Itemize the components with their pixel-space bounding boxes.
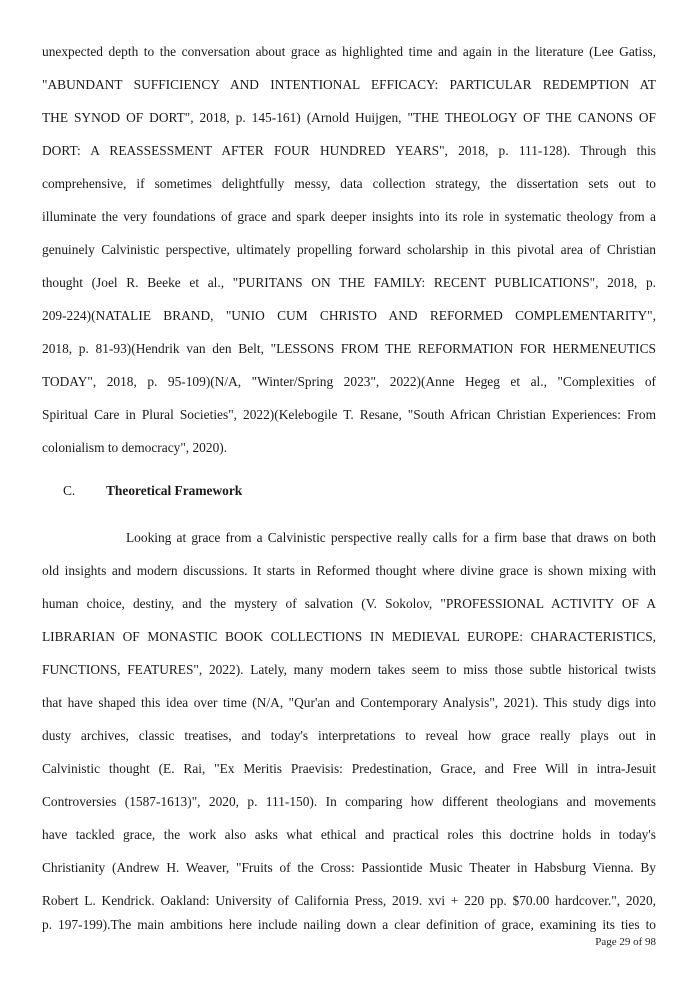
text-line: p. 197-199).The main ambitions here include nailing down a clear definition of grace, examining its ties to: [42, 917, 656, 932]
text-line: illuminate the very foundations of grace and spark deeper insights into its role in systematic theology from a: [42, 209, 656, 224]
text-line: that have shaped this idea over time (N/A, "Qur'an and Contemporary Analysis", 2021). This study digs into: [42, 695, 656, 710]
text-line: colonialism to democracy", 2020).: [42, 440, 228, 455]
text-line: have tackled grace, the work also asks what ethical and practical roles this doctrine holds in today's: [42, 827, 656, 842]
text-line: old insights and modern discussions. It starts in Reformed thought where divine grace is shown mixing with: [42, 563, 656, 578]
text-line: dusty archives, classic treatises, and today's interpretations to reveal how grace really plays out in: [42, 728, 656, 743]
text-line: Robert L. Kendrick. Oakland: University of California Press, 2019. xvi + 220 pp. $70.00 hardcover.", 2020,: [42, 893, 656, 908]
text-line: comprehensive, if sometimes delightfully messy, data collection strategy, the dissertation sets out to: [42, 176, 656, 191]
text-line: TODAY", 2018, p. 95-109)(N/A, "Winter/Spring 2023", 2022)(Anne Hegeg et al., "Complexities of: [42, 374, 656, 389]
text-line: LIBRARIAN OF MONASTIC BOOK COLLECTIONS IN MEDIEVAL EUROPE: CHARACTERISTICS,: [42, 629, 656, 644]
text-line: THE SYNOD OF DORT", 2018, p. 145-161) (Arnold Huijgen, "THE THEOLOGY OF THE CANONS OF: [42, 110, 656, 125]
page-number: Page 29 of 98: [595, 936, 656, 948]
text-line: unexpected depth to the conversation about grace as highlighted time and again in the literature (Lee Gatiss,: [42, 44, 656, 59]
text-line: Calvinistic thought (E. Rai, "Ex Meritis Praevisis: Predestination, Grace, and Free Will in intra-Jesuit: [42, 761, 656, 776]
text-line: 209-224)(NATALIE BRAND, "UNIO CUM CHRISTO AND REFORMED COMPLEMENTARITY",: [42, 308, 656, 323]
text-line: FUNCTIONS, FEATURES", 2022). Lately, many modern takes seem to miss those subtle historical twists: [42, 662, 656, 677]
text-line: "ABUNDANT SUFFICIENCY AND INTENTIONAL EFFICACY: PARTICULAR REDEMPTION AT: [42, 77, 656, 92]
text-line: DORT: A REASSESSMENT AFTER FOUR HUNDRED YEARS", 2018, p. 111-128). Through this: [42, 143, 656, 158]
text-line: human choice, destiny, and the mystery of salvation (V. Sokolov, "PROFESSIONAL ACTIVITY OF A: [42, 596, 656, 611]
text-line: Christianity (Andrew H. Weaver, "Fruits of the Cross: Passiontide Music Theater in Habsburg Vienna. By: [42, 860, 656, 875]
text-line: 2018, p. 81-93)(Hendrik van den Belt, "LESSONS FROM THE REFORMATION FOR HERMENEUTICS: [42, 341, 656, 356]
text-line: Looking at grace from a Calvinistic perspective really calls for a firm base that draws on both: [126, 530, 656, 545]
text-line: Controversies (1587-1613)", 2020, p. 111-150). In comparing how different theologians and movements: [42, 794, 656, 809]
section-letter: C.: [63, 483, 76, 498]
text-line: thought (Joel R. Beeke et al., "PURITANS ON THE FAMILY: RECENT PUBLICATIONS", 2018, p.: [42, 275, 656, 290]
section-title: Theoretical Framework: [106, 483, 243, 498]
text-line: genuinely Calvinistic perspective, ultimately propelling forward scholarship in this pivotal area of Christian: [42, 242, 656, 257]
text-line: Spiritual Care in Plural Societies", 2022)(Kelebogile T. Resane, "South African Christian Experiences: From: [42, 407, 656, 422]
